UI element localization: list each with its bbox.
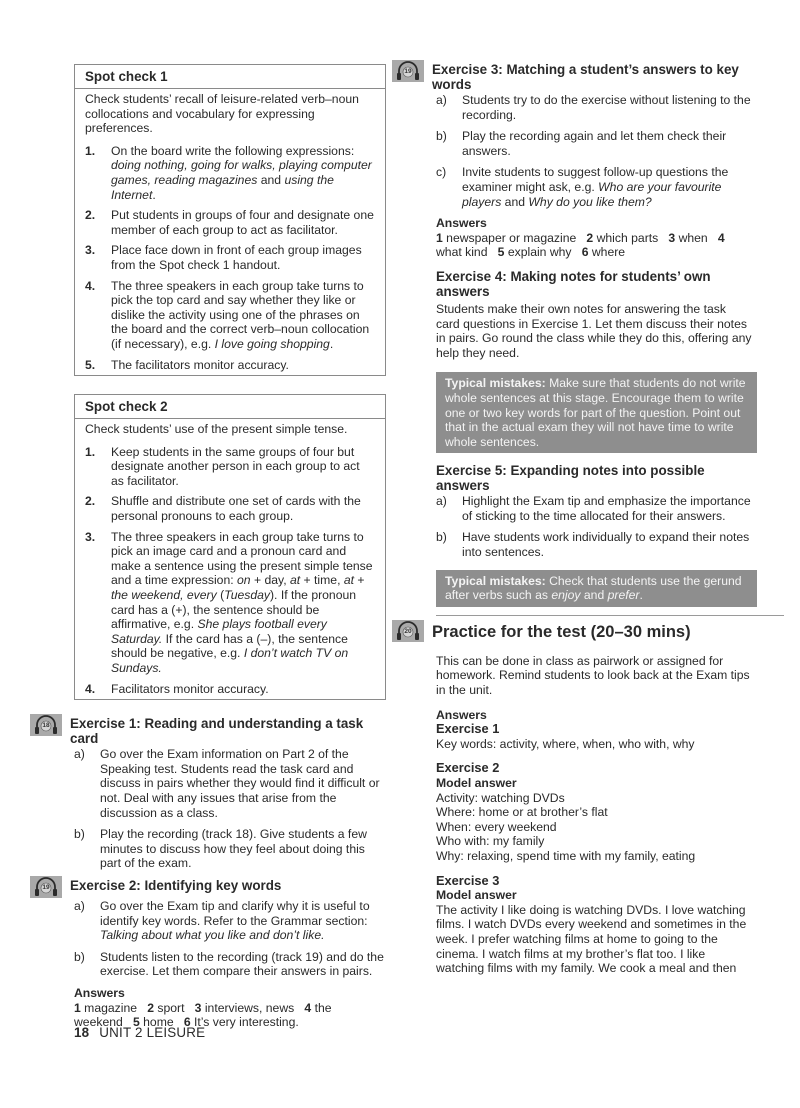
list-text	[100, 747, 386, 820]
exercise-4-body: Students make their own notes for answering the task card questions in Exercise 1. Let them discuss their notes in pairs. Go round the class while they do this, offering any help they need.	[436, 301, 752, 360]
list-text	[111, 243, 375, 272]
practice-exercise-1-text: Key words: activity, where, when, who with, why	[436, 736, 695, 751]
list-item	[85, 279, 375, 352]
track-number: 20	[404, 627, 412, 635]
exercise-1-header	[30, 716, 386, 746]
text: Play the recording (track 18). Give students a few minutes to discuss how they feel about doing this part of the exam.	[100, 827, 367, 871]
exercise-5	[436, 463, 752, 607]
list-marker: 1.	[85, 444, 96, 459]
text: +	[354, 573, 365, 588]
practice-exercise-2-subheading: Model answer	[436, 776, 517, 790]
list-marker: a)	[74, 898, 85, 913]
headphones-audio-track-icon[interactable]	[392, 60, 424, 82]
typical-mistakes-label: Typical mistakes:	[445, 376, 546, 391]
spot-check-2-list	[75, 445, 385, 700]
left-column	[42, 64, 386, 1030]
text: Play the recording again and let them check their answers.	[462, 129, 727, 158]
answer-item: 6 where	[581, 245, 626, 260]
track-number: 19	[42, 883, 50, 891]
list-item	[436, 165, 752, 209]
italic-text: Tuesday	[224, 588, 270, 603]
text: .	[639, 588, 643, 603]
exercise-2-title: Exercise 2: Identifying key words	[70, 877, 282, 893]
practice-intro: This can be done in class as pairwork or assigned for homework. Remind students to look back at the Exam tips in the unit.	[436, 653, 750, 698]
list-text	[462, 530, 752, 559]
answer-line: Where: home or at brother’s flat	[436, 805, 608, 820]
italic-text: She plays football every Saturday.	[111, 617, 327, 646]
list-item	[85, 243, 375, 272]
answer-item: 2 sport	[147, 1000, 185, 1015]
list-item	[74, 950, 386, 979]
italic-text: Talking about what you like and don’t like.	[100, 928, 325, 943]
list-text	[100, 899, 386, 943]
italic-text: Who are your favourite players	[462, 179, 722, 209]
text: Go over the Exam tip and clarify why it is useful to identify key words. Refer to the Grammar section:	[100, 898, 370, 928]
spot-check-1-intro: Check students’ recall of leisure-related verb–noun collocations and vocabulary for expressing preferences.	[85, 92, 359, 136]
text: Invite students to suggest follow-up questions the examiner might ask, e.g.	[462, 165, 729, 194]
italic-text: the weekend, every	[111, 588, 217, 603]
list-marker: 3.	[85, 243, 96, 258]
list-item	[85, 358, 375, 373]
answer-line: When: every weekend	[436, 819, 557, 834]
list-text	[462, 165, 752, 209]
list-marker: 2.	[85, 208, 96, 223]
list-item	[74, 899, 386, 943]
text: The three speakers in each group take turns to pick the top card and say whether they like or dislike the activity using one of the phrases on the board and the correct verb–noun collocation (if necessary), e.g.	[111, 278, 370, 351]
list-text	[111, 208, 375, 237]
exercise-2-steps	[74, 899, 386, 979]
list-item	[85, 144, 375, 202]
answer-line: Why: relaxing, spend time with my family, eating	[436, 848, 696, 863]
italic-text: on	[237, 573, 251, 588]
list-item	[436, 494, 752, 523]
section-divider	[436, 615, 784, 616]
list-marker: b)	[74, 827, 85, 842]
practice-exercise-2-lines	[436, 791, 752, 864]
list-text	[111, 530, 375, 676]
text: (	[216, 588, 225, 603]
list-item	[85, 445, 375, 489]
exercise-2-header	[30, 878, 386, 898]
answer-item: 4 what kind	[436, 230, 725, 260]
practice-exercise-2-heading: Exercise 2	[436, 760, 500, 776]
exercise-1	[42, 716, 386, 871]
exercise-3-answers-heading: Answers	[436, 216, 487, 231]
text: The three speakers in each group take turns to pick an image card and a pronoun card and make a sentence using the present simple tense and a time expression:	[111, 529, 373, 588]
exercise-4-title: Exercise 4: Making notes for students’ own answers	[436, 268, 711, 299]
list-marker: 5.	[85, 357, 96, 372]
list-text	[111, 682, 375, 697]
track-number: 19	[404, 68, 412, 75]
spot-check-1-title: Spot check 1	[75, 65, 385, 89]
answer-item: 4 the weekend	[74, 1000, 332, 1030]
list-item	[74, 827, 386, 871]
list-text	[462, 93, 752, 122]
answer-item: 3 when	[668, 230, 708, 245]
text: Go over the Exam information on Part 2 of the Speaking test. Students read the task card and discuss in pairs whether they would find it difficult or not. Deal with any issues that arise from the discussion as a class.	[100, 747, 380, 820]
italic-text: I love going shopping	[214, 336, 330, 351]
practice-exercise-3-heading: Exercise 3	[436, 872, 500, 888]
list-marker: 4.	[85, 681, 96, 696]
text: If the card has a (–), the sentence should be negative, e.g.	[111, 631, 348, 661]
practice-exercise-3-text: The activity I like doing is watching DVDs. I love watching films. I watch DVDs every weekend and sometimes in the week. I prefer watching films at home to going to the cinema. I watch films at my brother’s flat too. I like watching films with my family. We cook a meal and then	[436, 902, 747, 976]
italic-text: Why do you like them?	[528, 194, 652, 209]
answer-item: 3 interviews, news	[194, 1000, 295, 1015]
headphones-audio-track-icon[interactable]	[30, 714, 62, 736]
answer-item: 1 newspaper or magazine	[436, 230, 577, 245]
track-number: 18	[42, 722, 50, 730]
text: The facilitators monitor accuracy.	[111, 357, 289, 372]
list-text	[111, 358, 375, 373]
list-item	[85, 494, 375, 523]
right-column	[400, 62, 752, 976]
exercise-2-answers-heading: Answers	[74, 985, 125, 1000]
practice-answers-heading: Answers	[436, 707, 487, 722]
text: Put students in groups of four and designate one member of each group to act as facilitator.	[111, 208, 374, 237]
practice-header	[392, 622, 752, 642]
spot-check-1-box	[74, 64, 386, 376]
exercise-3-header	[392, 62, 752, 92]
list-marker: 4.	[85, 278, 96, 293]
exercise-1-title: Exercise 1: Reading and understanding a task card	[70, 716, 364, 747]
text: Students listen to the recording (track 19) and do the exercise. Let them compare their answers in pairs.	[100, 949, 384, 979]
italic-text: enjoy	[551, 588, 581, 603]
page-number: 18	[74, 1025, 90, 1040]
list-item	[85, 208, 375, 237]
italic-text: at	[343, 573, 355, 588]
text: .	[329, 336, 334, 351]
unit-title: UNIT 2 LEISURE	[99, 1025, 206, 1040]
list-item	[436, 93, 752, 122]
text: Students try to do the exercise without listening to the recording.	[462, 93, 751, 122]
list-item	[85, 530, 375, 676]
list-item	[436, 129, 752, 158]
text: ). If the pronoun card has a (+), the sentence should be affirmative, e.g.	[111, 588, 357, 632]
list-text	[100, 950, 386, 979]
spot-check-2-intro: Check students’ use of the present simple tense.	[85, 422, 348, 437]
list-item	[74, 747, 386, 820]
text: Highlight the Exam tip and emphasize the importance of sticking to the time allocated for their answers.	[462, 494, 751, 523]
answer-line: Activity: watching DVDs	[436, 790, 565, 805]
list-item	[436, 530, 752, 559]
text: Make sure that students do not write whole sentences at this stage. Encourage them to write one or two key words for part of the question. Point out that in the actual exam they will not have time to write whole sentences.	[445, 376, 746, 449]
exercise-5-title: Exercise 5: Expanding notes into possible answers	[436, 463, 705, 494]
text: .	[152, 187, 156, 202]
page-footer	[74, 1026, 205, 1041]
list-marker: a)	[436, 494, 447, 509]
exercise-3-answers	[436, 231, 752, 260]
italic-text: at	[289, 573, 301, 588]
exercise-4	[436, 269, 752, 453]
exercise-3-title: Exercise 3: Matching a student’s answers to key words	[432, 62, 739, 92]
spot-check-2-box	[74, 394, 386, 700]
typical-mistakes-label: Typical mistakes:	[445, 573, 546, 588]
list-marker: 1.	[85, 143, 96, 158]
italic-text: prefer	[607, 588, 640, 603]
text: On the board write the following expressions:	[111, 143, 355, 158]
practice-title: Practice for the test (20–30 mins)	[432, 622, 691, 641]
headphones-audio-track-icon[interactable]	[392, 620, 424, 642]
text: Keep students in the same groups of four but designate another person in each group to act as facilitator.	[111, 444, 360, 488]
list-item	[85, 682, 375, 697]
list-text	[100, 827, 386, 871]
text: Place face down in front of each group images from the Spot check 1 handout.	[111, 243, 362, 272]
text: Have students work individually to expand their notes into sentences.	[462, 530, 750, 560]
exercise-3	[404, 62, 752, 260]
list-text	[462, 494, 752, 523]
text: and	[257, 172, 285, 187]
text: Facilitators monitor accuracy.	[111, 681, 269, 696]
spot-check-1-list	[75, 144, 385, 375]
text: + time,	[300, 573, 344, 588]
answer-item: 5 explain why	[497, 245, 572, 260]
answer-line: Who with: my family	[436, 834, 545, 849]
answer-item: 6 It’s very interesting.	[183, 1015, 299, 1030]
italic-text: doing nothing, going for walks, playing computer games, reading magazines	[111, 158, 372, 187]
list-text	[111, 279, 375, 352]
text: and	[580, 588, 608, 603]
list-marker: 2.	[85, 494, 96, 509]
list-marker: b)	[74, 949, 85, 964]
exercise-5-typical-mistakes	[436, 570, 757, 607]
list-marker: c)	[436, 165, 447, 180]
list-text	[111, 144, 375, 202]
italic-text: using the Internet	[111, 172, 334, 202]
text: and	[501, 194, 529, 209]
exercise-5-steps	[436, 494, 752, 559]
exercise-4-typical-mistakes	[436, 372, 757, 453]
answer-item: 1 magazine	[74, 1000, 138, 1015]
list-marker: b)	[436, 129, 447, 144]
exercise-1-steps	[74, 747, 386, 871]
practice-exercise-1-heading: Exercise 1	[436, 721, 500, 737]
list-marker: b)	[436, 530, 447, 545]
answer-item: 5 home	[132, 1015, 174, 1030]
practice-exercise-3-subheading: Model answer	[436, 888, 517, 903]
exercise-3-steps	[436, 93, 752, 209]
list-text	[111, 494, 375, 523]
spot-check-2-title: Spot check 2	[75, 395, 385, 419]
list-text	[111, 445, 375, 489]
text: Check that students use the gerund after verbs such as	[445, 573, 742, 603]
list-marker: a)	[74, 747, 85, 762]
exercise-2	[42, 877, 386, 1030]
text: Shuffle and distribute one set of cards with the personal pronouns to each group.	[111, 494, 361, 524]
list-marker: 3.	[85, 529, 96, 544]
list-marker: a)	[436, 93, 447, 107]
italic-text: I don’t watch TV on Sundays.	[111, 646, 349, 675]
answer-item: 2 which parts	[586, 230, 659, 245]
list-text	[462, 129, 752, 158]
text: + day,	[250, 573, 290, 588]
headphones-audio-track-icon[interactable]	[30, 876, 62, 898]
